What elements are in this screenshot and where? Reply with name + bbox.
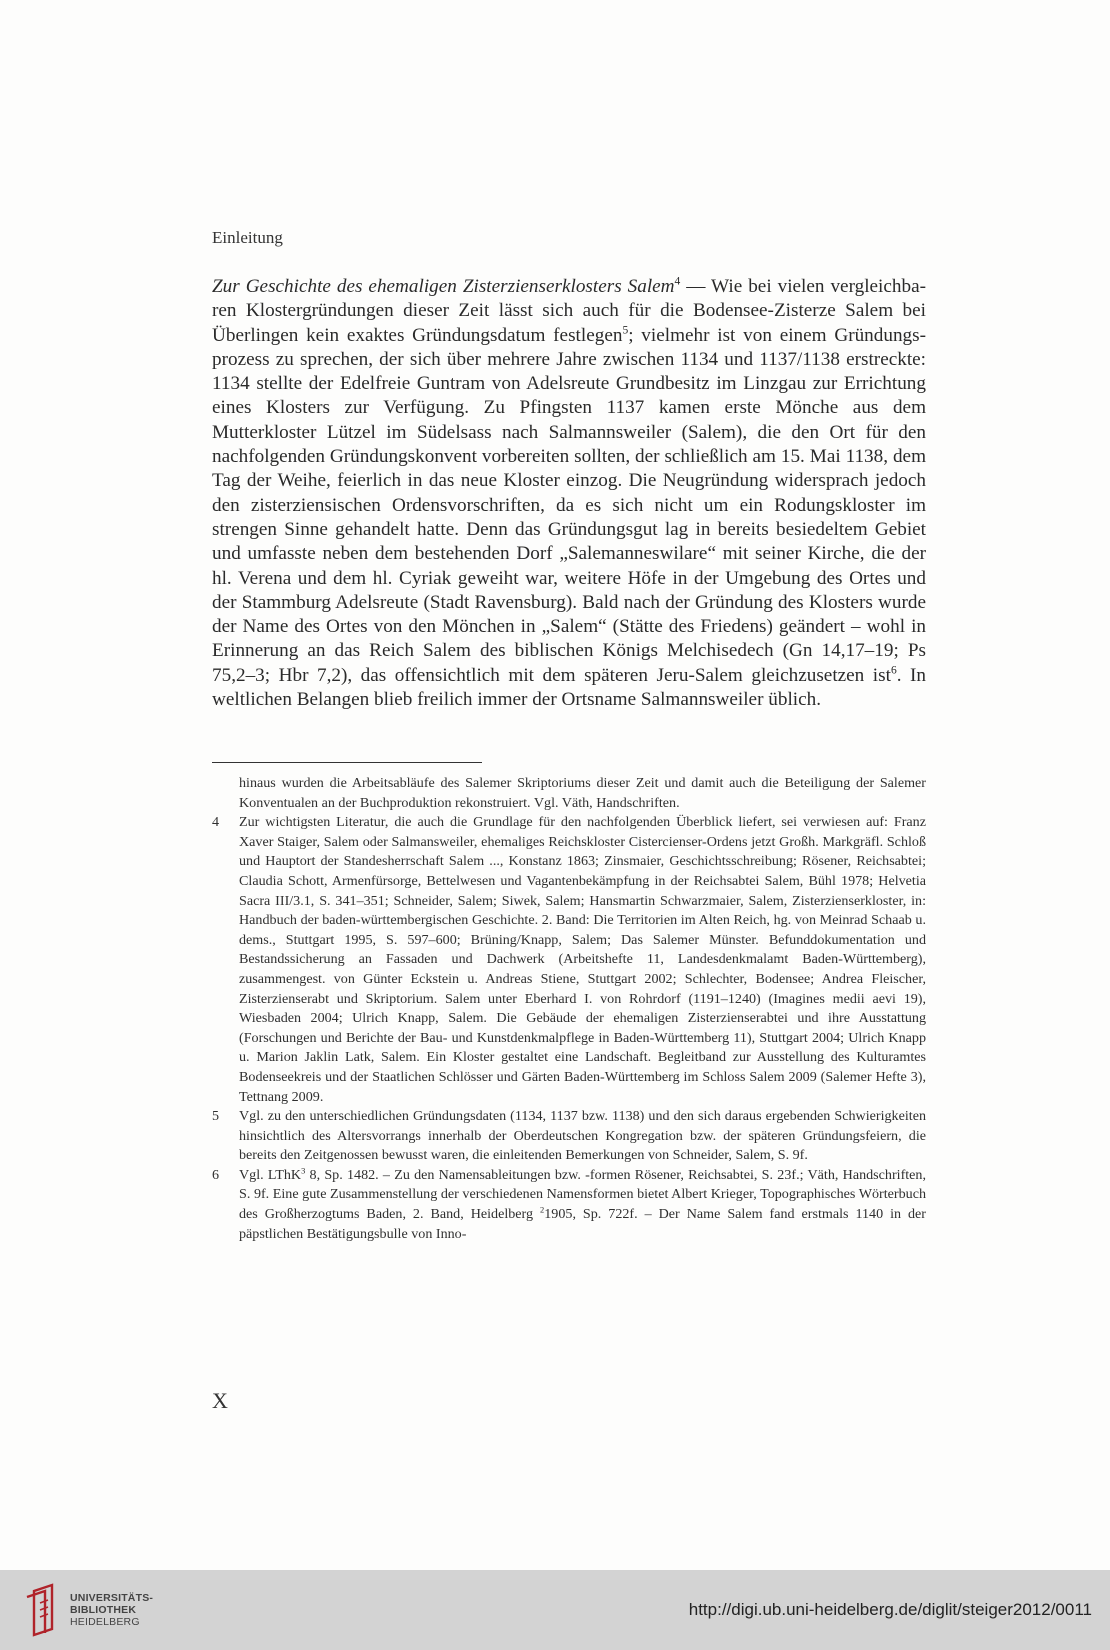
paragraph-text: . In weltlichen Belangen blieb freilich immer der Ortsname Salmannsweiler üblich. [212,664,927,711]
page-number: X [212,1388,228,1413]
footnote-6 [212,1166,926,1244]
footnote-4 [212,813,926,1107]
footnote-number: 4 [212,814,220,831]
footnote-text: Vgl. zu den unterschiedlichen Gründungsdaten (1134, 1137 bzw. 1138) und den sich daraus ergebenden Schwierigkeiten hinsichtlich des Altersvorrangs innerhalb der Oberdeutschen Kongregation bzw. der späteren Gründungsfeiern, die bereits den Zeitgenossen bewusst waren, die einleitenden Bemerkungen von Schneider, Salem, S. 9f. [239,1108,926,1164]
footnote-ref-6: 6 [890,664,897,677]
superscript: 2 [540,1204,545,1215]
paragraph-text: — Wie bei vielen vergleichbaren Klostergründungen dieser Zeit lässt sich auch für die Bodensee-Zisterze Salem bei Überlingen kein exaktes Gründungsdatum festlegen [212,276,926,346]
footnote-number: 6 [212,1166,220,1183]
superscript: 3 [301,1165,306,1176]
footnote-separator [212,762,482,763]
viewer-footer [0,1570,1110,1650]
footnotes [212,774,926,1244]
library-name-line: HEIDELBERG [70,1616,140,1628]
footnote-5 [212,1107,926,1166]
source-url-link[interactable]: http://digi.ub.uni-heidelberg.de/diglit/steiger2012/0011 [688,1600,1092,1619]
footnote-ref-5: 5 [622,324,629,337]
footnote-text: 1905, Sp. 722f. – Der Name Salem fand erstmals 1140 in der päpstlichen Bestätigungsbulle von Inno- [239,1206,927,1242]
running-head: Einleitung [212,228,283,247]
library-logo-icon [22,1583,62,1637]
library-name [70,1592,153,1628]
footnote-text: Zur wichtigsten Literatur, die auch die Grundlage für den nachfolgenden Überblick liefert, sei verwiesen auf: Franz Xaver Staiger, Salem oder Salmansweiler, ehemaliges Reichskloster Cistercienser-Ordens jetzt Großh. Markgräfl. Schloß und Hauptort der Standesherrschaft Salem ..., Konstanz 1863; Zinsmaier, Geschichtsschreibung; Rösener, Reichsabtei; Claudia Schott, Armenfürsorge, Bettelwesen und Vagantenbekämpfung in der Reichsabtei Salem, Bühl 1978; Helvetia Sacra III/3.1, S. 341–351; Schneider, Salem; Siwek, Salem; Hansmartin Schwarzmaier, Salem, Zisterzienserkloster, in: Handbuch der baden-württembergischen Geschichte. 2. Band: Die Territorien im Alten Reich, hg. von Meinrad Schaab u. dems., Stuttgart 1995, S. 597–600; Brüning/Knapp, Salem; Das Salemer Münster. Befunddokumentation und Bestandssicherung an Fassaden und Dachwerk (Arbeitshefte 11, Landesdenkmalamt Baden-Württemberg), zusammengest. von Günter Eckstein u. Andreas Stiene, Stuttgart 2002; Schlechter, Bodensee; Andrea Fleischer, Zisterzienserabt und Skriptorium. Salem unter Eberhard I. von Rohrdorf (1191–1240) (Imagines medii aevi 19), Wiesbaden 2004; Ulrich Knapp, Salem. Die Gebäude der ehemaligen Zisterzienserabtei und ihre Ausstattung (Forschungen und Berichte der Bau- und Kunstdenkmalpflege in Baden-Württemberg 11), Stuttgart 2004; Ulrich Knapp u. Marion Jaklin Latk, Salem. Ein Kloster gestaltet eine Landschaft. Begleitband zur Ausstellung des Kulturamtes Bodenseekreis und der Staatlichen Schlösser und Gärten Baden-Württemberg im Schloss Salem 2009 (Salemer Hefte 3), Tettnang 2009. [239,814,926,1105]
footnote-ref-4: 4 [674,275,681,288]
footnote-text: 8, Sp. 1482. – Zu den Namensableitungen bzw. -formen Rösener, Reichsabtei, S. 23f.; Väth, Handschriften, S. 9f. Eine gute Zusammenstellung der verschiedenen Namensformen bietet Albert Krieger, Topographisches Wörterbuch des Großherzogtums Baden, 2. Band, Heidelberg [239,1166,927,1223]
footnote-text: hinaus wurden die Arbeitsabläufe des Salemer Skriptoriums dieser Zeit und damit auch die Beteiligung der Salemer Konventualen an der Buchproduktion rekonstruiert. Vgl. Väth, Handschriften. [239,775,926,811]
footnote-text: Vgl. LThK [239,1166,302,1183]
main-paragraph [212,275,926,712]
library-name-line: BIBLIOTHEK [70,1604,137,1616]
paragraph-text: ; vielmehr ist von einem Gründungsprozess zu sprechen, der sich über mehrere Jahre zwischen 1134 und 1137/1138 erstreckte: 1134 stellte der Edelfreie Guntram von Adelsreute Grundbesitz im Linzgau zur Errichtung eines Klosters zur Verfügung. Zu Pfingsten 1137 kamen erste Mönche aus dem Mutterkloster Lützel im Südelsass nach Salmannsweiler (Salem), die den Ort für den nachfolgenden Gründungskonvent vorbereiten sollten, der schließlich am 15. Mai 1138, dem Tag der Weihe, feierlich in das neue Kloster einzog. Die Neugründung widersprach jedoch den zisterziensischen Ordensvorschriften, da es sich nicht um ein Rodungskloster im strengen Sinne gehandelt hatte. Denn das Gründungsgut lag in bereits besiedeltem Gebiet und umfasste neben dem bestehenden Dorf „Salemanneswilare“ mit seiner Kirche, die der hl. Verena und dem hl. Cyriak geweiht war, weitere Höfe in der Umgebung des Ortes und der Stammburg Adelsreute (Stadt Ravensburg). Bald nach der Gründung des Klosters wurde der Name des Ortes von den Mönchen in „Salem“ (Stätte des Friedens) geändert – wohl in Erinnerung an das Reich Salem des biblischen Königs Melchisedech (Gn 14,17–19; Ps 75,2–3; Hbr 7,2), das offensichtlich mit dem späteren Jeru-Salem gleichzusetzen ist [212,324,926,686]
footnote-continued [212,774,926,813]
library-name-line: UNIVERSITÄTS- [70,1592,154,1604]
paragraph-lead-title: Zur Geschichte des ehemaligen Zisterzienserklosters Salem [212,276,675,297]
footnote-number: 5 [212,1108,220,1125]
